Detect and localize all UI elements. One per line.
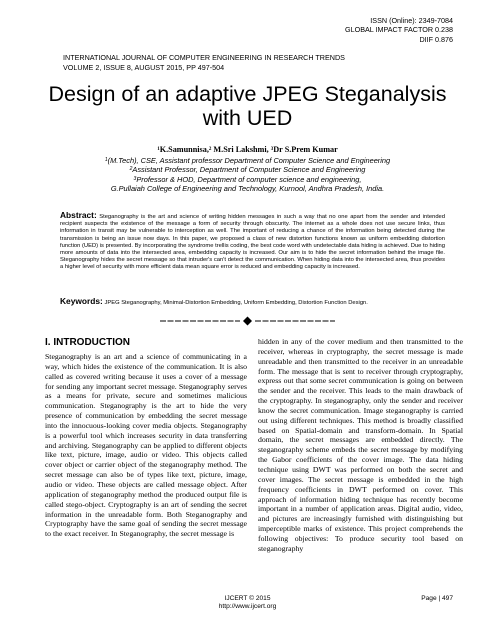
affiliation-4: G.Pullaiah College of Engineering and Technology, Kurnool, Andhra Pradesh, India. [110, 184, 385, 194]
journal-header [63, 53, 403, 72]
abstract-text: Steganography is the art and science of writing hidden messages in such a way that no one apart from the sender and intended recipient suspects the existence of the message a form of security through obscurity. The internet as a whole does not use secure links, thus information in transit may be vulnerable to interception as well. The important of reducing a chance of the information being detected during the transmission is being an issue now days. In this paper, we proposed a class of new distortion functions known as uniform embedding distortion function (UED) is presented. By incorporating the syndrome trellis coding, the best code word with undetectable data hiding is achieved. Due to hiding more amounts of data into the intersected area, embedding capacity is increased. Our aim is to hide the secret information behind the image file. Steganography hides the secret message so that intruder's can't detect the communication. When hiding data into the intersected area, thus provides a higher level of security with more efficient data mean square error is reduced and embedding capacity is increased. [60, 214, 445, 271]
divider-diamond-icon [243, 317, 252, 326]
diif-text: DIIF 0.876 [419, 34, 453, 44]
affiliation-3-text: Professor & HOD, Department of computer science and engineering, [136, 174, 362, 184]
body-column-right: hidden in any of the cover medium and then transmitted to the receiver, whereas in cryptography, the secret message is made unreadable and then transmitted to the receiver in an unreadable form. The message that is sent to receiver through cryptography, express out that some secret communication is going on between the sender and the receiver. This leads to the main drawback of the cryptography. In steganography, only the sender and receiver know the secret communication. Image steganography is carried out using different techniques. This method is broadly classified based on Spatial-domain and transform-domain. In Spatial domain, the secret messages are embedded directly. The steganography scheme embeds the secret message by modifying the Gabor coefficients of the cover image. The data hiding technique using DWT was performed on both the secret and cover images. The secret message is embedded in the high frequency coefficients in DWT performed on cover. This approach of information hiding technique has recently become important in a number of application areas. Digital audio, video, and pictures are increasingly furnished with distinguishing but imperceptible marks of existence. This project comprehends the following objectives: To produce security tool based on steganography [258, 337, 463, 553]
section-divider [160, 315, 335, 327]
author-2-name: M.Sri Lakshmi, [211, 145, 271, 154]
affiliation-2-text: Assistant Professor, Department of Computer Science and Engineering [132, 165, 366, 175]
journal-identifiers [253, 16, 453, 44]
author-3-marker: 3 [270, 147, 274, 152]
author-1-marker: 1 [157, 147, 160, 152]
author-block [30, 145, 465, 194]
affiliation-2-marker: 2 [129, 166, 133, 173]
page-number: Page | 497 [421, 595, 453, 602]
affiliation-3 [30, 175, 465, 185]
journal-volume: VOLUME 2, ISSUE 8, AUGUST 2015, PP 497-504 [63, 62, 225, 72]
footer [180, 595, 315, 611]
footer-url[interactable]: http://www.ijcert.org [218, 603, 277, 611]
author-1-name: K.Samunnisa, [159, 145, 209, 154]
author-2-marker: 2 [208, 147, 212, 152]
abstract-label: Abstract: [60, 210, 97, 220]
keywords-label: Keywords: [60, 296, 103, 306]
issn-text: ISSN (Online): 2349-7084 [370, 16, 453, 25]
author-names [30, 145, 465, 156]
body-column-left: Steganography is an art and a science of communicating in a way, which hides the existence of the communication. It is also called as covered writing because it uses a cover of a message for sending any important secret message. Steganography serves as a means for private, secure and sometimes malicious communication. Steganography is the art to hide the very presence of communication by embedding the secret message into the innocuous-looking cover media objects. Steganography is a powerful tool which increases security in data transferring and archiving. Steganography can be applied to different objects like text, picture, image, audio or video. This objects called cover object or carrier object of the steganography method. The secret message can also be of types like text, picture, image, audio or video. These objects are called message object. After application of steganography method the produced output file is called stego-object. Cryptography is an art of sending the secret information in the unreadable form. Both Steganography and Cryptography have the same goal of sending the secret message to the exact receiver. In Steganography, the secret message is [45, 352, 247, 539]
affiliation-1-marker: 1 [104, 156, 108, 163]
title-line-1: Design of an adaptive JPEG Steganalysis [48, 82, 447, 106]
journal-name: INTERNATIONAL JOURNAL OF COMPUTER ENGINEERING IN RESEARCH TRENDS [63, 53, 345, 62]
affiliation-1 [30, 156, 465, 166]
section-heading: I. INTRODUCTION [45, 337, 130, 348]
author-3-name: Dr S.Prem Kumar [273, 145, 338, 154]
keywords-text: JPEG Steganography, Minimal-Distortion Embedding, Uniform Embedding, Distortion Function Design. [102, 300, 368, 306]
abstract [60, 212, 445, 272]
keywords [60, 297, 450, 308]
affiliation-3-marker: 3 [133, 175, 137, 182]
paper-title [30, 82, 465, 130]
affiliation-2 [30, 165, 465, 175]
title-line-2: with UED [202, 106, 293, 130]
impact-factor-text: GLOBAL IMPACT FACTOR 0.238 [345, 25, 453, 35]
affiliation-1-text: (M.Tech), CSE, Assistant professor Department of Computer Science and Engineering [107, 155, 391, 165]
footer-copyright: IJCERT © 2015 [224, 595, 271, 602]
